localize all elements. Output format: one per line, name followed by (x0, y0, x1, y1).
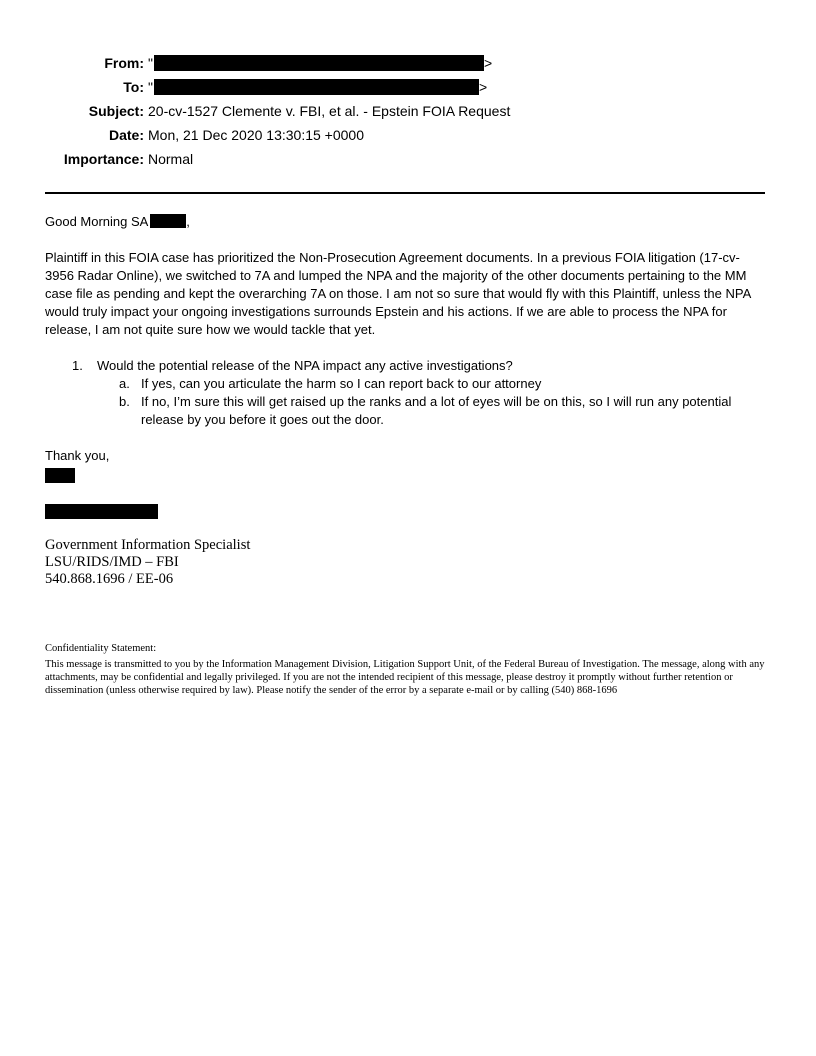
date-row (0, 125, 816, 149)
subject-label: Subject: (88, 103, 144, 119)
sub-list-item (45, 375, 767, 393)
sub-list-marker: a. (119, 376, 130, 391)
to-value: " > (148, 79, 488, 95)
subject-row (0, 101, 816, 125)
signature-unit: LSU/RIDS/IMD – FBI (45, 554, 179, 570)
from-value: " > (148, 55, 493, 71)
to-label: To: (123, 79, 144, 95)
importance-value: Normal (148, 151, 194, 167)
subject-value: 20-cv-1527 Clemente v. FBI, et al. - Epstein FOIA Request (148, 103, 511, 119)
sub-list-item-text: If yes, can you articulate the harm so I can report back to our attorney (141, 376, 542, 391)
sub-list-marker: b. (119, 394, 130, 409)
list-item (45, 357, 767, 375)
confidentiality-text: This message is transmitted to you by the Information Management Division, Litigation Support Unit, of the Federal Bureau of Investigation. The message, along with any attachments, may be confidential and legally privileged. If you are not the intended recipient of this message, please destroy it promptly without further retention or dissemination (unless otherwise required by law). Please notify the sender of the error by a separate e-mail or by calling (540) 868-1696 (45, 659, 765, 696)
name-redaction (150, 214, 186, 228)
greeting: Good Morning SA , (45, 214, 190, 229)
header-divider (45, 192, 765, 194)
body-paragraph: Plaintiff in this FOIA case has prioritized the Non-Prosecution Agreement documents. In a previous FOIA litigation (17-cv-3956 Radar Online), we switched to 7A and lumped the NPA and the majority of the other documents pertaining to the MM case file as pending and kept the overarching 7A on those. I am not so sure that would fly with this Plaintiff, unless the NPA would truly impact your ongoing investigations surrounds Epstein and his actions. If we are able to process the NPA for release, I am not quite sure how we would tackle that yet. (45, 250, 751, 337)
from-redaction (154, 55, 484, 71)
closing-block (45, 447, 109, 465)
sender-title-redaction (45, 504, 158, 519)
list-marker: 1. (72, 358, 83, 373)
sub-list (45, 375, 767, 429)
email-body (45, 213, 767, 429)
sub-list-item-text: If no, I’m sure this will get raised up the ranks and a lot of eyes will be on this, so I will run any potential release by you before it goes out the door. (141, 394, 732, 427)
list-item-text: Would the potential release of the NPA impact any active investigations? (97, 358, 513, 373)
date-value: Mon, 21 Dec 2020 13:30:15 +0000 (148, 127, 365, 143)
sender-name-redaction (45, 468, 75, 483)
importance-label: Importance: (63, 151, 144, 167)
confidentiality-title: Confidentiality Statement: (45, 643, 157, 654)
to-redaction (154, 79, 479, 95)
to-row (0, 77, 816, 101)
email-header (0, 53, 816, 173)
signature-title: Government Information Specialist (45, 537, 251, 553)
question-list (45, 357, 767, 375)
importance-row (0, 149, 816, 173)
confidentiality-statement (45, 642, 769, 697)
signature-block (45, 537, 250, 588)
signature-phone: 540.868.1696 / EE-06 (45, 571, 174, 587)
closing-text: Thank you, (45, 448, 110, 463)
sub-list-item (45, 393, 767, 429)
from-label: From: (104, 55, 144, 71)
date-label: Date: (108, 127, 144, 143)
from-row (0, 53, 816, 77)
